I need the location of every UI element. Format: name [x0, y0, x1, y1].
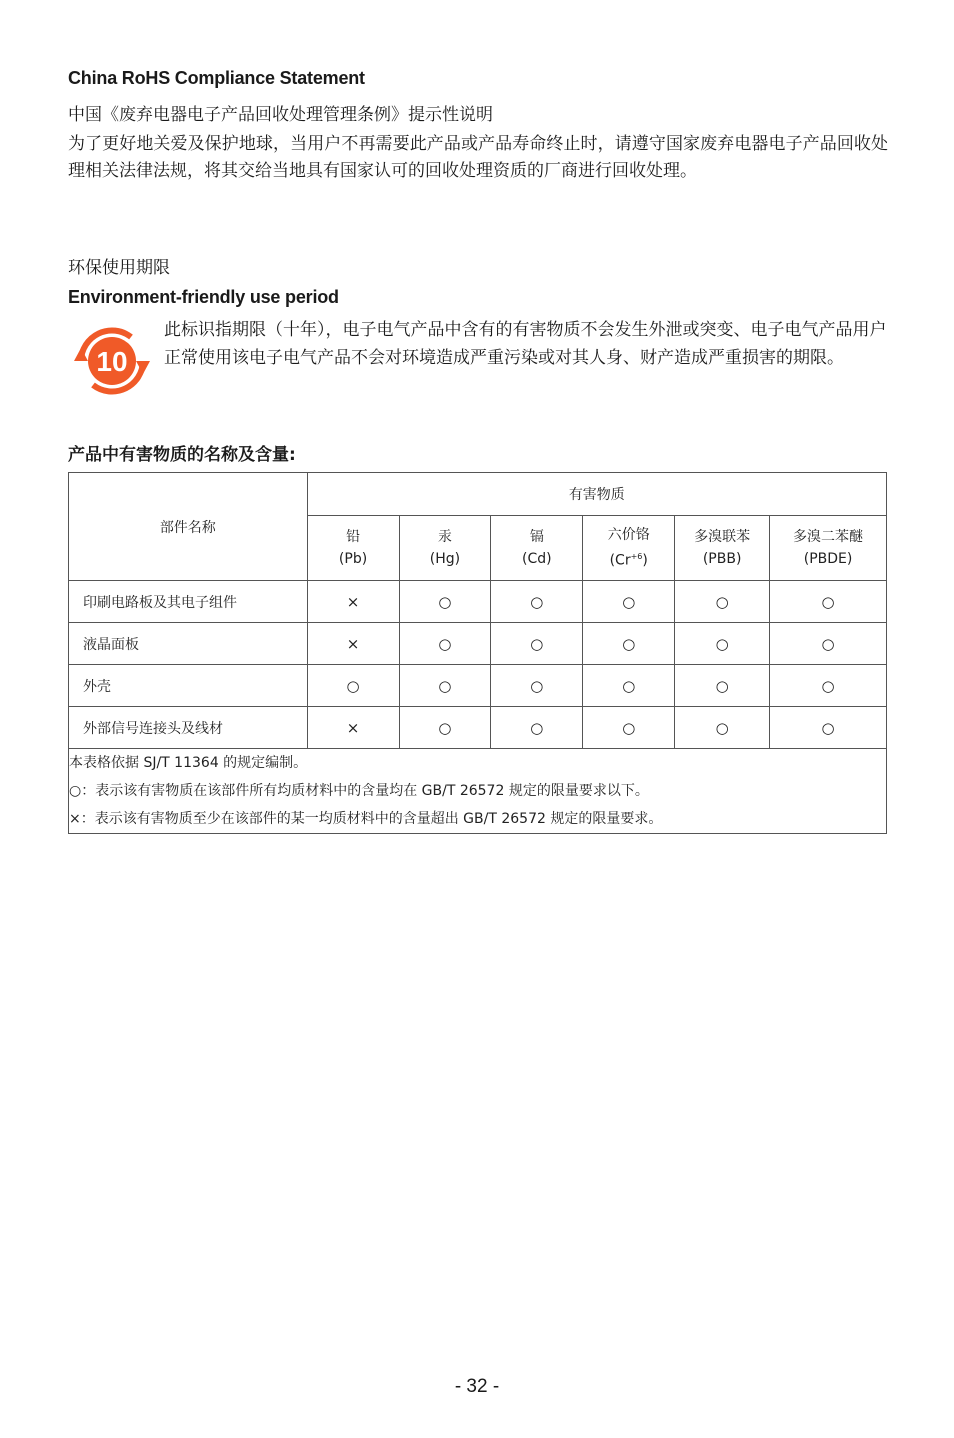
substance-mark: ○ — [491, 581, 583, 623]
note-cross-meaning: ×：表示该有害物质至少在该部件的某一均质材料中的含量超出 GB/T 26572 规定的限量要求。 — [69, 811, 663, 827]
substance-mark: × — [307, 707, 399, 749]
part-name: 印刷电路板及其电子组件 — [69, 581, 308, 623]
substance-mark: ○ — [770, 623, 887, 665]
substance-header-cd: 镉 (Cd) — [491, 516, 583, 581]
substance-header-cr6: 六价铬 $(Cr^{+6})$ — [583, 516, 675, 581]
epup-10-recycle-icon — [71, 320, 153, 402]
substance-mark: ○ — [399, 581, 491, 623]
substance-mark: ○ — [583, 623, 675, 665]
substances-header: 有害物质 — [307, 473, 886, 516]
substance-mark: ○ — [675, 623, 770, 665]
period-heading-cn: 环保使用期限 — [68, 258, 170, 278]
compliance-title-en: China RoHS Compliance Statement — [68, 68, 365, 88]
substance-mark: ○ — [770, 581, 887, 623]
table-notes-row — [69, 749, 887, 834]
substance-mark: ○ — [675, 665, 770, 707]
period-heading-en: Environment-friendly use period — [68, 287, 339, 307]
substance-mark: ○ — [675, 707, 770, 749]
table-row — [69, 707, 887, 749]
substance-mark: ○ — [399, 665, 491, 707]
note-circle-meaning: ○：表示该有害物质在该部件所有均质材料中的含量均在 GB/T 26572 规定的限量要求以下。 — [69, 783, 649, 799]
table-notes — [69, 749, 887, 834]
page-number: - 32 - — [454, 1376, 500, 1397]
substance-mark: ○ — [770, 665, 887, 707]
note-standard: 本表格依据 SJ/T 11364 的规定编制。 — [69, 755, 308, 771]
substance-header-pb: 铅 (Pb) — [307, 516, 399, 581]
logo-number: 10 — [96, 346, 128, 377]
substance-mark: ○ — [399, 623, 491, 665]
part-name: 液晶面板 — [69, 623, 308, 665]
part-name-header: 部件名称 — [69, 473, 308, 581]
substance-mark: × — [307, 623, 399, 665]
substance-mark: ○ — [491, 623, 583, 665]
part-name: 外壳 — [69, 665, 308, 707]
hazardous-substances-table — [68, 472, 887, 834]
substance-mark: ○ — [583, 665, 675, 707]
substance-mark: × — [307, 581, 399, 623]
substance-mark: ○ — [770, 707, 887, 749]
compliance-title-cn: 中国《废弃电器电子产品回收处理管理条例》提示性说明 — [68, 105, 493, 125]
substance-mark: ○ — [583, 581, 675, 623]
table-row — [69, 623, 887, 665]
substance-mark: ○ — [583, 707, 675, 749]
substance-mark: ○ — [491, 707, 583, 749]
substance-header-hg: 汞 (Hg) — [399, 516, 491, 581]
substance-mark: ○ — [491, 665, 583, 707]
substance-mark: ○ — [399, 707, 491, 749]
table-row — [69, 665, 887, 707]
substance-header-pbde: 多溴二苯醚 (PBDE) — [770, 516, 887, 581]
substance-mark: ○ — [675, 581, 770, 623]
intro-paragraph: 为了更好地关爱及保护地球，当用户不再需要此产品或产品寿命终止时，请遵守国家废弃电器电子产品回收处理相关法律法规，将其交给当地具有国家认可的回收处理资质的厂商进行回收处理。 — [68, 134, 888, 181]
substance-header-pbb: 多溴联苯 (PBB) — [675, 516, 770, 581]
period-description: 此标识指期限（十年），电子电气产品中含有的有害物质不会发生外泄或突变、电子电气产品用户正常使用该电子电气产品不会对环境造成严重污染或对其人身、财产造成严重损害的期限。 — [164, 320, 887, 368]
table-row — [69, 581, 887, 623]
part-name: 外部信号连接头及线材 — [69, 707, 308, 749]
substance-mark: ○ — [307, 665, 399, 707]
table-heading: 产品中有害物质的名称及含量: — [68, 445, 296, 465]
